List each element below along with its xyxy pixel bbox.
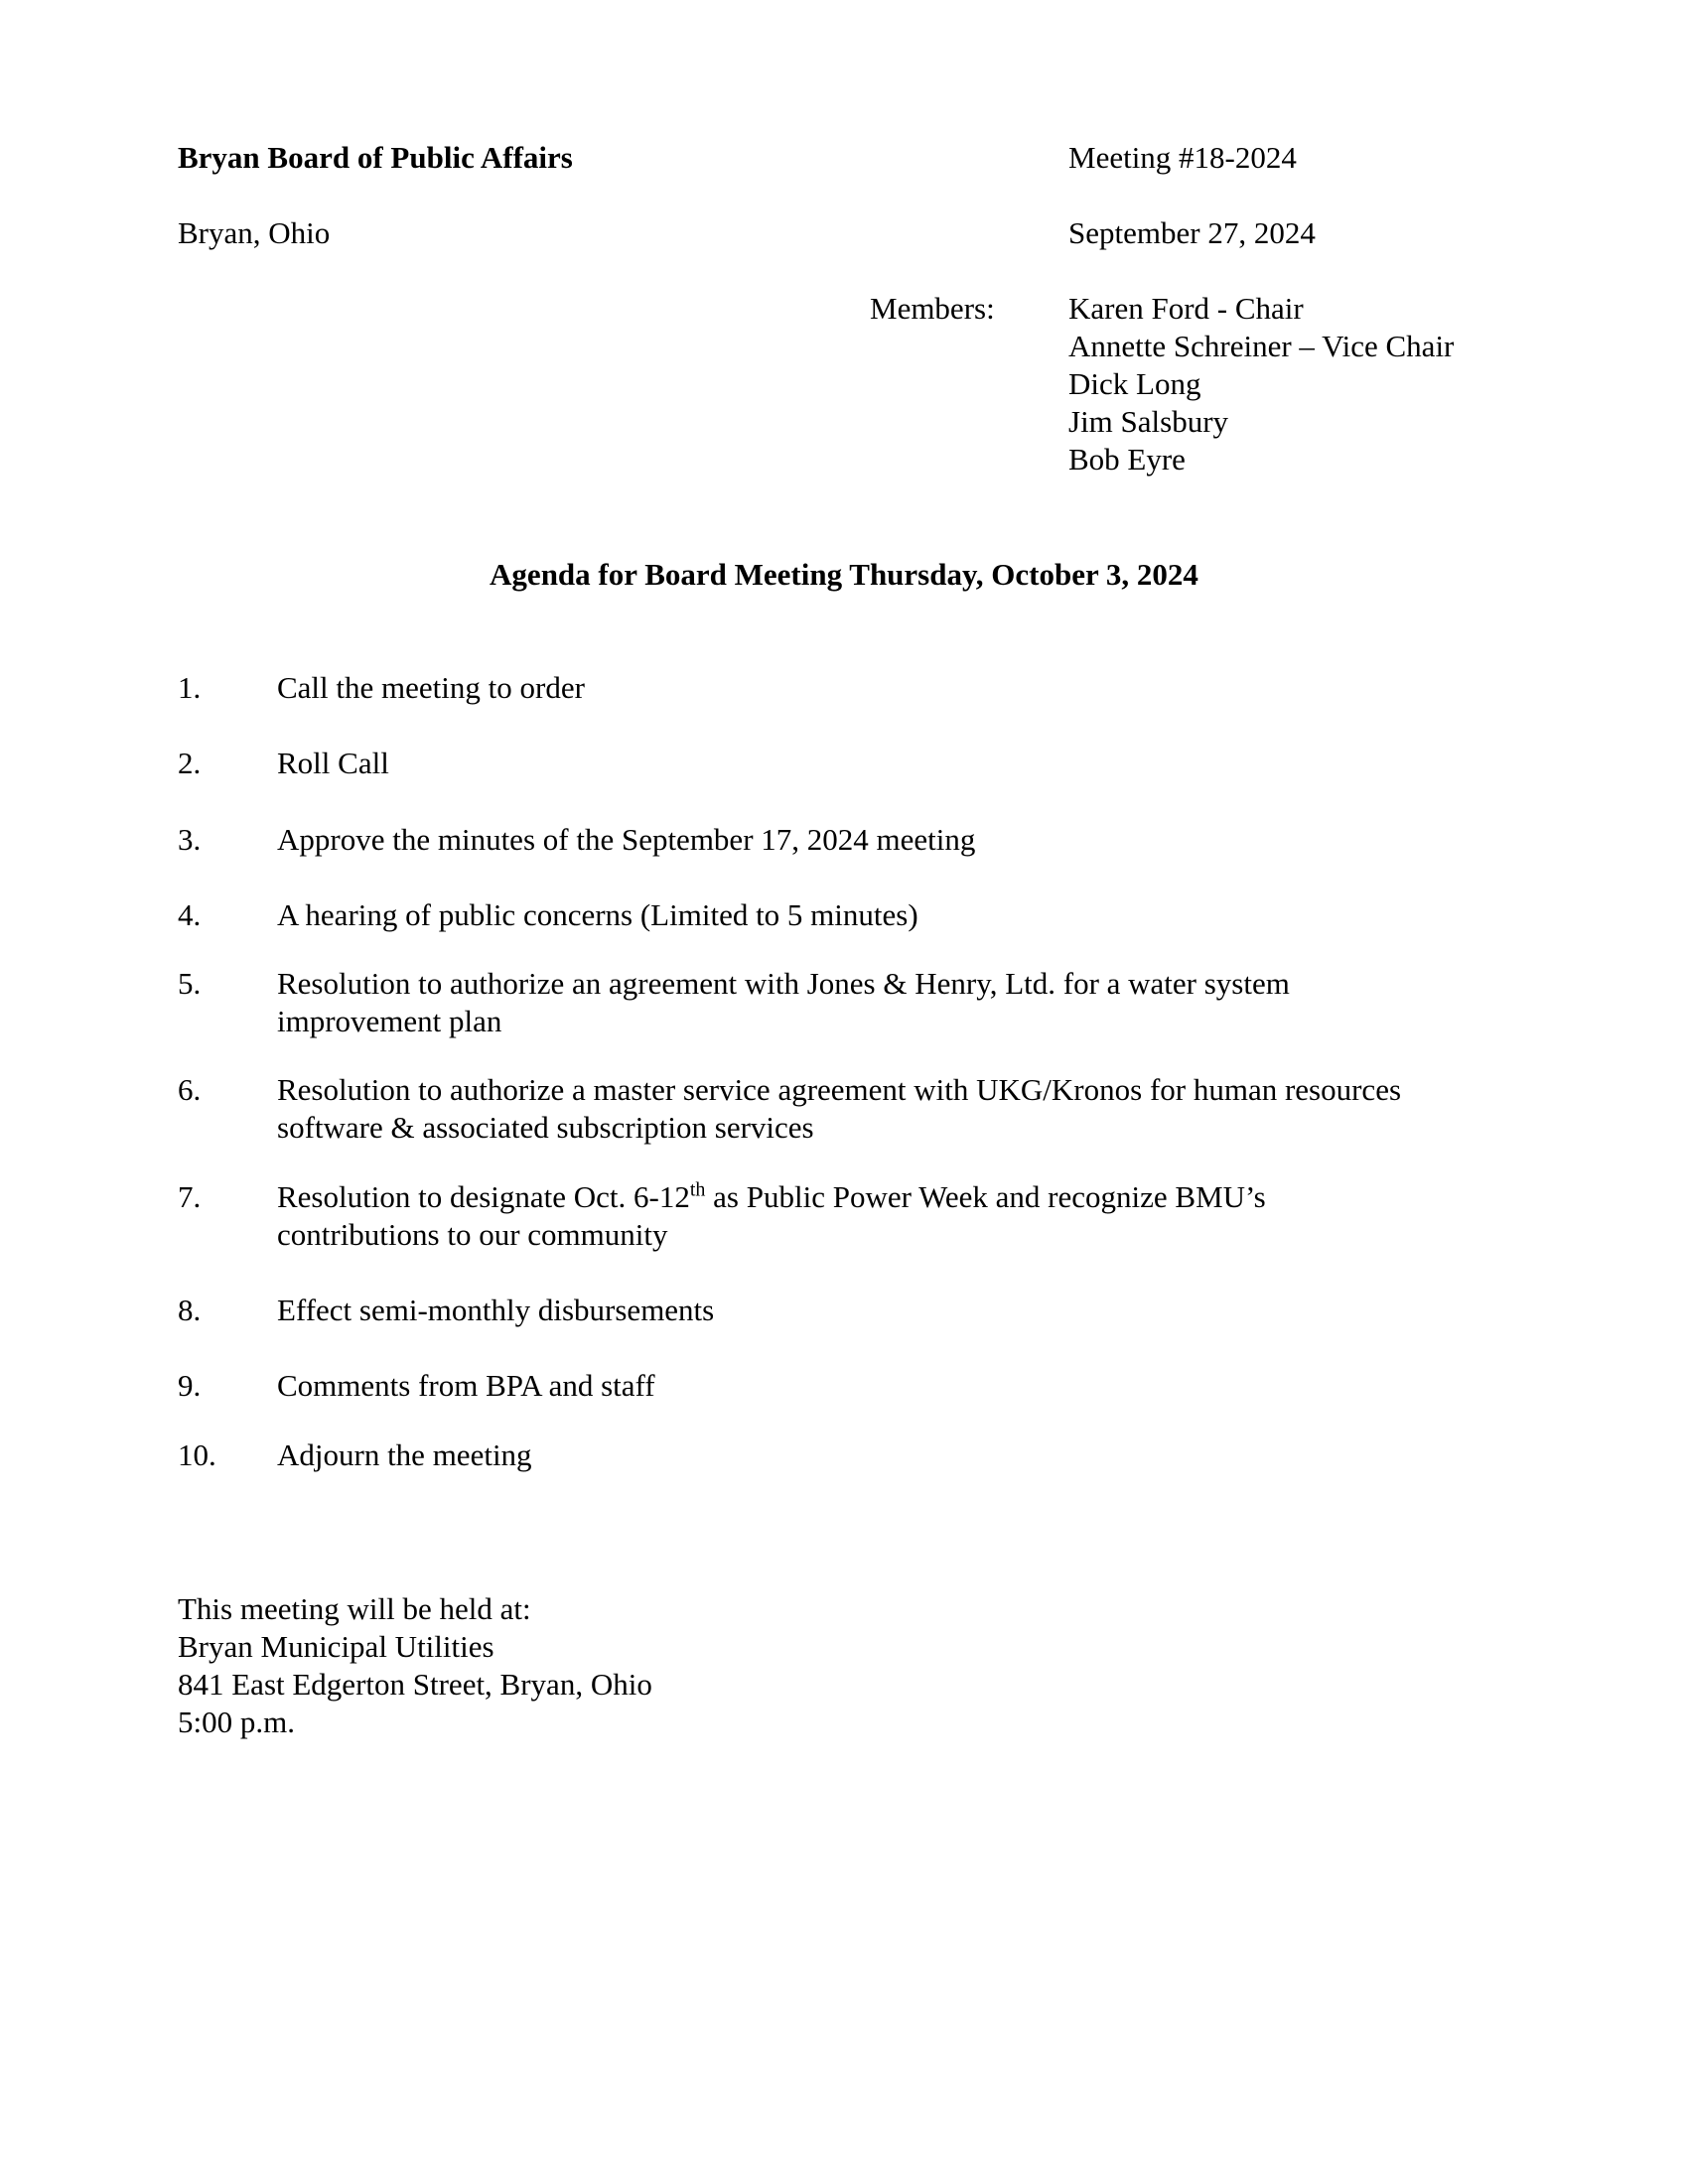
member-name: Karen Ford - Chair <box>1068 291 1304 326</box>
agenda-item-number: 9. <box>178 1368 202 1403</box>
venue-name: Bryan Municipal Utilities <box>178 1629 494 1664</box>
agenda-item-text <box>277 1292 1518 1329</box>
member-name: Bob Eyre <box>1068 442 1186 477</box>
agenda-item-text <box>277 745 1518 782</box>
agenda-item-number: 10. <box>178 1437 216 1472</box>
agenda-item-number: 5. <box>178 966 202 1001</box>
agenda-item-line-part: Resolution to designate Oct. 6-12 <box>277 1179 690 1214</box>
agenda-item-number: 4. <box>178 897 202 932</box>
agenda-item-line: software & associated subscription services <box>277 1110 814 1145</box>
agenda-item-line: improvement plan <box>277 1004 502 1038</box>
venue-time: 5:00 p.m. <box>178 1705 295 1739</box>
agenda-item-number: 3. <box>178 822 202 857</box>
agenda-item-number: 8. <box>178 1293 202 1327</box>
member-name: Jim Salsbury <box>1068 404 1229 439</box>
agenda-item-number: 7. <box>178 1179 202 1214</box>
member-name: Dick Long <box>1068 366 1201 401</box>
members-list <box>1068 290 1454 478</box>
agenda-item-line: Comments from BPA and staff <box>277 1368 655 1403</box>
agenda-item-line: Roll Call <box>277 746 389 780</box>
venue-block <box>178 1590 652 1741</box>
agenda-item-line <box>277 1178 1518 1216</box>
agenda-item-line: Effect semi-monthly disbursements <box>277 1293 715 1327</box>
venue-intro: This meeting will be held at: <box>178 1591 531 1626</box>
agenda-item-text <box>277 965 1518 1040</box>
notice-date: September 27, 2024 <box>1068 215 1316 250</box>
venue-address: 841 East Edgerton Street, Bryan, Ohio <box>178 1667 652 1702</box>
agenda-item-text <box>277 1436 1518 1474</box>
agenda-item-text <box>277 1178 1518 1254</box>
agenda-item-text <box>277 896 1518 934</box>
agenda-item-text <box>277 1367 1518 1405</box>
agenda-item-line: Resolution to authorize an agreement with Jones & Henry, Ltd. for a water system <box>277 966 1290 1001</box>
agenda-title: Agenda for Board Meeting Thursday, October 3, 2024 <box>490 557 1198 592</box>
agenda-item-text <box>277 821 1518 859</box>
location: Bryan, Ohio <box>178 215 331 250</box>
agenda-item-line: A hearing of public concerns (Limited to 5 minutes) <box>277 897 918 932</box>
member-name: Annette Schreiner – Vice Chair <box>1068 329 1455 363</box>
agenda-item-line: Approve the minutes of the September 17, 2024 meeting <box>277 822 976 857</box>
agenda-item-number: 1. <box>178 670 202 705</box>
agenda-item-text <box>277 1071 1518 1147</box>
agenda-item-line: contributions to our community <box>277 1217 668 1252</box>
agenda-item-number: 6. <box>178 1072 202 1107</box>
agenda-item-line: Call the meeting to order <box>277 670 585 705</box>
meeting-number: Meeting #18-2024 <box>1068 140 1297 175</box>
agenda-item-line: Adjourn the meeting <box>277 1437 532 1472</box>
agenda-item-text <box>277 669 1518 707</box>
org-name: Bryan Board of Public Affairs <box>178 140 573 175</box>
agenda-item-number: 2. <box>178 746 202 780</box>
agenda-item-line: Resolution to authorize a master service agreement with UKG/Kronos for human resources <box>277 1072 1402 1107</box>
agenda-item-line-part: as Public Power Week and recognize BMU’s <box>705 1179 1266 1214</box>
members-label: Members: <box>870 291 995 326</box>
ordinal-suffix: th <box>689 1178 706 1201</box>
